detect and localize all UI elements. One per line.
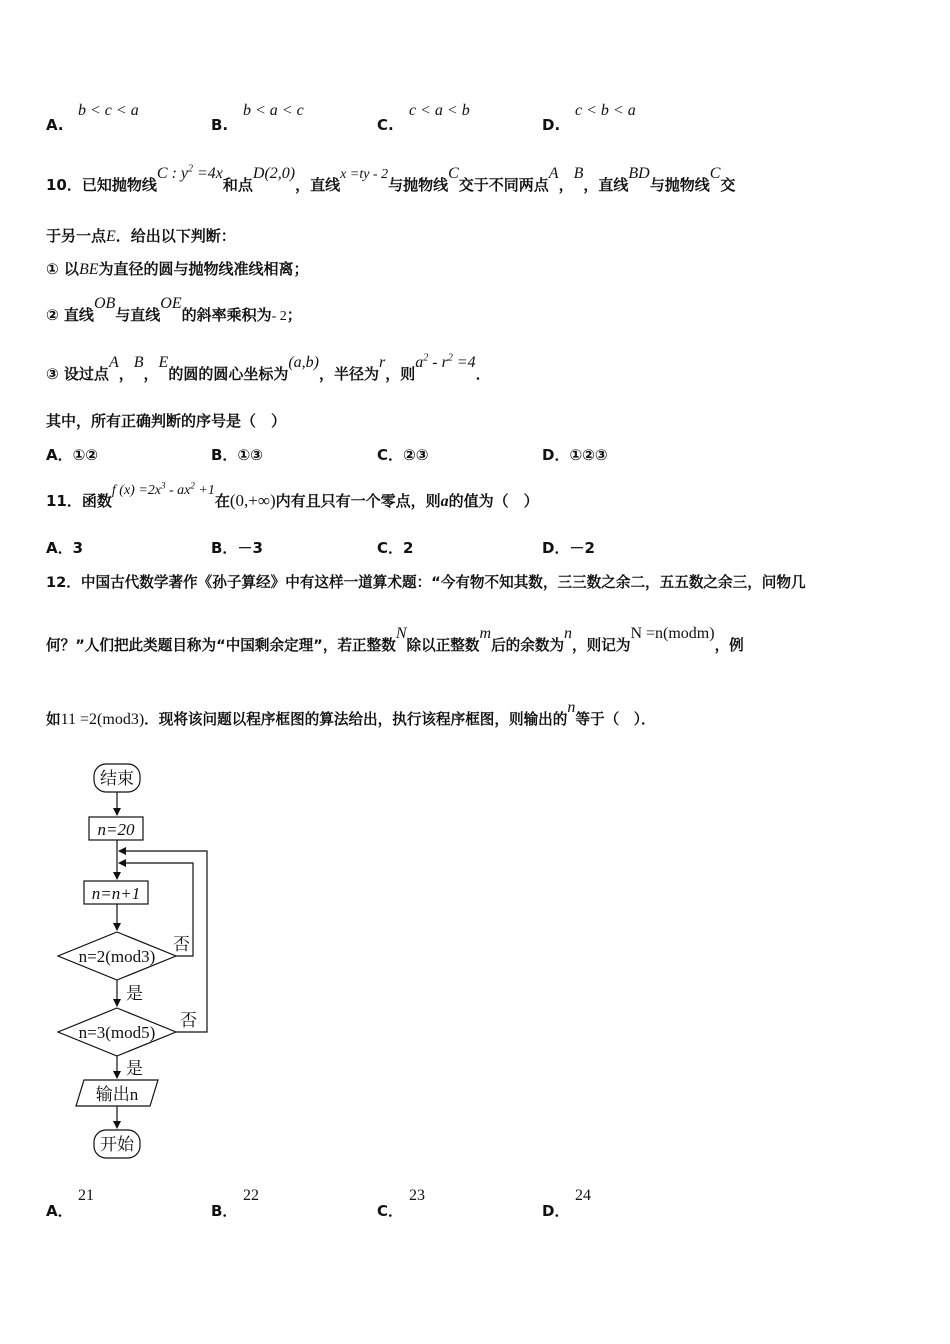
q10-judgement-1: ① 以BE为直径的圆与抛物线准线相离； [46, 260, 309, 278]
q10-line-2: 于另一点E．给出以下判断： [46, 227, 236, 245]
q10-option-d: D．①②③ [542, 446, 608, 464]
q10-math-center: (a,b) [288, 354, 319, 371]
q10-option-a: A．①② [46, 446, 99, 464]
q10-math-a: A [548, 165, 559, 182]
q12-option-b-letter: B． [211, 1202, 238, 1220]
q9-option-c-expr: c < a < b [409, 102, 470, 119]
q11-option-c: C．2 [377, 539, 414, 557]
q11-math-function: f $(x) =2x^3 - ax^2 +1$ [111, 480, 215, 498]
q10-judgement-2: ② 直线OB与直线OE的斜率乘积为- 2； [46, 295, 302, 324]
flow-no-label-1: 否 [173, 935, 190, 954]
q12-option-a-letter: A． [46, 1202, 73, 1220]
q10-math-be: BE [78, 261, 99, 278]
q11-option-a: A．3 [46, 539, 84, 557]
flow-no-label-2: 否 [180, 1011, 197, 1030]
flow-output-label: 输出n [95, 1085, 139, 1104]
q10-text: 与抛物线 [649, 176, 710, 194]
q9-option-d-letter: D. [542, 116, 561, 134]
q11-option-b: B．－3 [211, 539, 263, 557]
flow-start-label: 结束 [100, 769, 134, 788]
q10-math-oe: OE [160, 295, 182, 312]
q10-math-ob: OB [93, 295, 116, 312]
flow-cond2-label: n=3(mod5) [78, 1023, 156, 1042]
q10-text: 和点 [222, 176, 253, 194]
q10-text: ， [558, 176, 574, 194]
q10-option-c: C．②③ [377, 446, 429, 464]
flow-yes-label-2: 是 [126, 1059, 143, 1078]
q10-math-line: x =ty - 2 [340, 167, 389, 182]
q9-option-a-letter: A. [46, 116, 64, 134]
q9-option-a-expr: b < c < a [78, 102, 139, 119]
q10-math-point-d: D(2,0) [252, 165, 296, 182]
q10-text: 交 [720, 176, 736, 194]
flow-step-label: n=n+1 [91, 884, 141, 903]
q10-text: 与抛物线 [388, 176, 449, 194]
q10-judgement-3: ③ 设过点A，B，E的圆的圆心坐标为(a,b)，半径为r，则$a^2 - r^2 =4$． [46, 352, 491, 383]
q10-text: 已知抛物线 [81, 176, 157, 194]
q11-line-1: 11．函数f $(x) =2x^3 - ax^2 +1$在(0,+∞)内有且只有一个零点，则a的值为（ ） [46, 480, 539, 510]
q10-math-equation: $a^2 - r^2 =4$ [415, 352, 476, 371]
q10-number: 10． [46, 176, 82, 194]
q10-math-e: E [106, 228, 116, 245]
flow-cond1-label: n=2(mod3) [78, 947, 156, 966]
q9-option-b-expr: b < a < c [243, 102, 304, 119]
q9-option-b-letter: B. [211, 116, 229, 134]
flow-no-loop-2 [119, 851, 207, 1032]
q10-math-b: B [573, 165, 584, 182]
q12-option-b-value: 22 [243, 1187, 259, 1204]
q10-math-c: C [709, 165, 721, 182]
q12-math-example: 11 =2(mod3) [60, 711, 145, 728]
q10-math-minus-2: - 2 [271, 309, 287, 324]
q12-line-1: 12．中国古代数学著作《孙子算经》中有这样一道算术题：“今有物不知其数，三三数之余二，五五数之余三，问物几 [46, 574, 806, 591]
q12-option-c-letter: C． [377, 1202, 404, 1220]
q12-math-notation: N =n(modm) [630, 625, 715, 642]
q11-option-d: D．－2 [542, 539, 595, 557]
q11-math-interval: (0,+∞) [229, 491, 276, 510]
q9-option-d-expr: c < b < a [575, 102, 636, 119]
q10-option-b: B．①③ [211, 446, 263, 464]
q12-option-c-value: 23 [409, 1187, 425, 1204]
q10-math-bd: BD [628, 165, 650, 182]
q10-text: ，直线 [583, 176, 629, 194]
q10-text: ，直线 [295, 176, 341, 194]
q12-option-d-letter: D． [542, 1202, 570, 1220]
flow-init-label: n=20 [97, 820, 135, 839]
q10-math-r: r [379, 354, 386, 371]
q12-option-a-value: 21 [78, 1187, 94, 1204]
q12-line-2: 何？”人们把此类题目称为“中国剩余定理”，若正整数N除以正整数m后的余数为n，则记为N =n(modm)，例 [46, 625, 744, 654]
q12-line-3: 如11 =2(mod3)．现将该问题以程序框图的算法给出，执行该程序框图，则输出的n等于（ ）． [46, 699, 656, 728]
q9-option-c-letter: C. [377, 116, 394, 134]
q10-math-c: C [448, 165, 459, 182]
q10-text: 交于不同两点 [458, 176, 549, 194]
q11-math-a: a [440, 493, 449, 510]
flow-end-label: 开始 [100, 1135, 134, 1154]
q10-math-parabola: C : $y^2 =4x$ [156, 163, 223, 182]
flow-yes-label-1: 是 [126, 984, 143, 1003]
q12-option-d-value: 24 [575, 1187, 591, 1204]
q10-question-ask: 其中，所有正确判断的序号是（ ） [46, 412, 287, 430]
